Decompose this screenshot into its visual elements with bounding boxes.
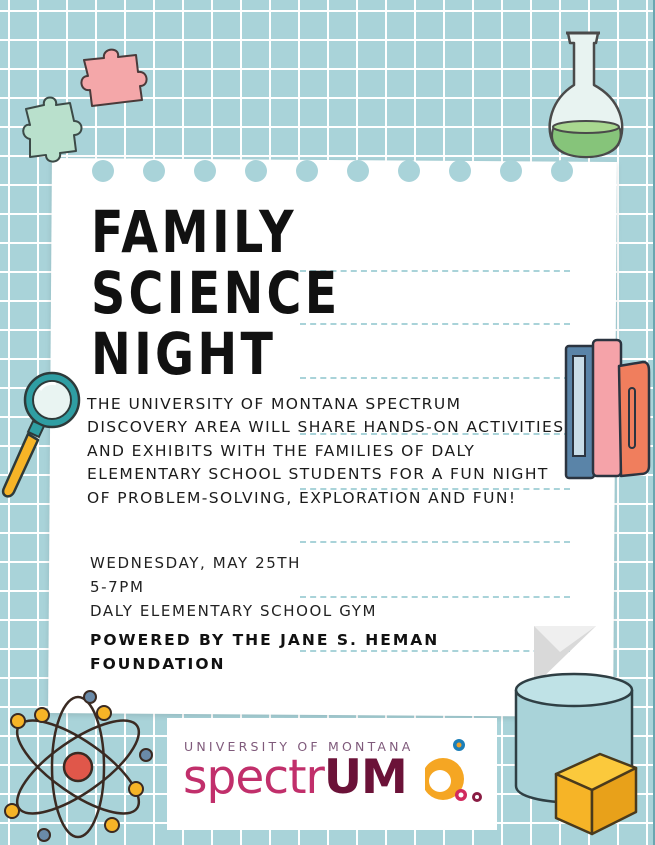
atom-icon xyxy=(0,685,160,845)
logo-brand-bold: UM xyxy=(323,750,407,805)
binder-hole xyxy=(398,160,420,182)
ruled-line xyxy=(300,323,570,325)
ruled-line xyxy=(300,377,570,379)
logo-brand-light: spectr xyxy=(183,750,324,805)
cube-icon xyxy=(550,748,645,838)
binder-hole xyxy=(92,160,114,182)
ruled-line xyxy=(300,596,570,598)
title-line-1: FAMILY xyxy=(91,198,297,266)
event-description: THE UNIVERSITY OF MONTANA SPECTRUM DISCOVERY AREA WILL SHARE HANDS-ON ACTIVITIES AND EXHIBITS WITH THE FAMILIES OF DALY ELEMENTARY SCHOOL STUDENTS FOR A FUN NIGHT OF PROBLEM-SOLVING, EXPLORATION AND FUN! xyxy=(87,395,565,507)
flask-icon xyxy=(538,25,638,165)
magnifying-glass-icon xyxy=(0,368,92,504)
binder-hole xyxy=(245,160,267,182)
binder-hole xyxy=(296,160,318,182)
logo-wordmark xyxy=(183,750,407,805)
binder-hole xyxy=(500,160,522,182)
powered-by: POWERED BY THE JANE S. HEMAN FOUNDATION xyxy=(90,631,440,673)
title-line-3: NIGHT xyxy=(91,320,277,388)
event-time: 5-7PM xyxy=(90,578,145,596)
books-icon xyxy=(563,338,653,480)
binder-hole xyxy=(449,160,471,182)
puzzle-piece-icon xyxy=(18,95,92,175)
binder-hole xyxy=(347,160,369,182)
event-date: WEDNESDAY, MAY 25TH xyxy=(90,554,302,572)
logo-circles-icon xyxy=(425,735,487,807)
ruled-line xyxy=(300,270,570,272)
event-location: DALY ELEMENTARY SCHOOL GYM xyxy=(90,602,378,620)
title-line-2: SCIENCE xyxy=(91,259,341,327)
binder-hole xyxy=(194,160,216,182)
ruled-line xyxy=(300,541,570,543)
binder-hole xyxy=(143,160,165,182)
logo-university-text: UNIVERSITY OF MONTANA xyxy=(184,739,414,754)
